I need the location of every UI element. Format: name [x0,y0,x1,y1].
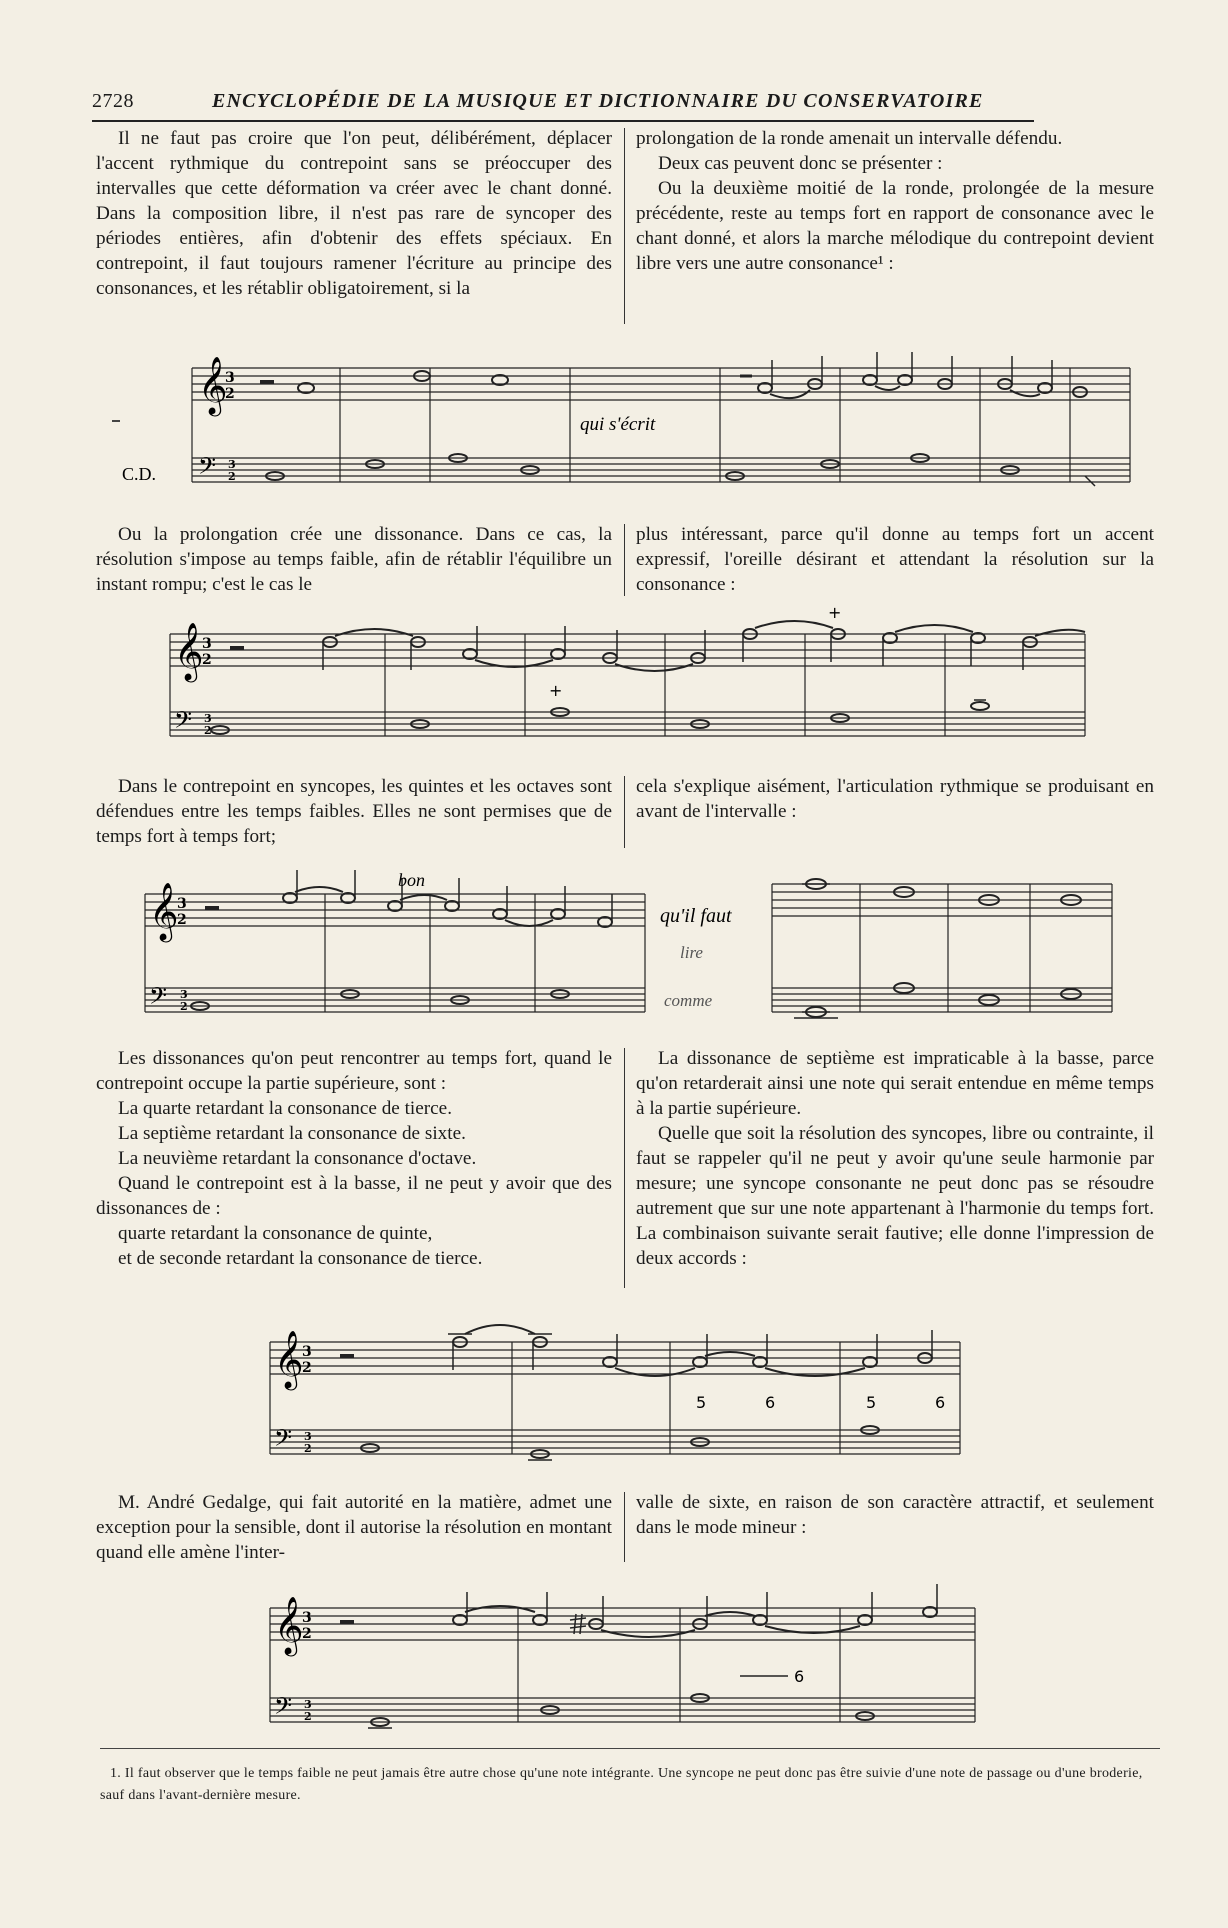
block3-right [636,774,1154,824]
footnote [100,1748,1160,1807]
svg-text:2: 2 [202,652,212,668]
block4-right-p2: Quelle que soit la résolution des syncopes, libre ou contrainte, il faut se rappeler qu'il ne peut y avoir qu'une seule harmonie par mesure; une syncope consonante ne peut donc pas se résoudre autrement que sur une note appartenant à l'harmonie du temps fort. La combinaison suivante serait fautive; elle donne l'impression de deux accords : [636,1123,1154,1269]
figure-6a: 6 [765,1393,776,1412]
svg-text:3: 3 [304,1430,312,1443]
block4-left-l5: et de seconde retardant la consonance de tierce. [118,1248,483,1269]
svg-text:2: 2 [228,470,236,483]
block2-left [96,522,612,597]
block4-left-p2: Quand le contrepoint est à la basse, il ne peut y avoir que des dissonances de : [96,1173,612,1219]
score-example-4 [260,1306,980,1466]
block1-left [96,126,612,301]
svg-text:2: 2 [304,1442,312,1455]
svg-text:𝄢: 𝄢 [274,1424,293,1457]
block3-left-paragraph: Dans le contrepoint en syncopes, les quintes et les octaves sont défendues entre les temps faibles. Elles ne sont permises que de temps fort à temps fort; [96,776,612,847]
block2-right-paragraph: plus intéressant, parce qu'il donne au temps fort un accent expressif, l'oreille désirant et attendant la résolution sur la consonance : [636,524,1154,595]
svg-text:3: 3 [177,896,187,912]
block4-left-l2: La septième retardant la consonance de sixte. [118,1123,466,1144]
svg-text:2: 2 [304,1710,312,1723]
cross-mark-2: + [828,604,842,622]
annotation-qui-secrit: qui s'écrit [580,414,656,435]
block1-right-p1: prolongation de la ronde amenait un intervalle défendu. [636,128,1063,149]
svg-text:𝄞: 𝄞 [149,882,179,940]
footnote-text: 1. Il faut observer que le temps faible ne peut jamais être autre chose qu'une note intégrante. Une syncope ne peut donc pas être suivie d'une note de passage ou d'une broderie, sauf dans l'avant-dernière mesure. [100,1766,1143,1803]
svg-text:3: 3 [302,1344,312,1360]
block2-left-paragraph: Ou la prolongation crée une dissonance. Dans ce cas, la résolution s'impose au temps faible, afin de rétablir l'équilibre un instant rompu; c'est le cas le [96,524,612,595]
svg-text:𝄢: 𝄢 [174,706,193,739]
svg-text:3: 3 [180,988,188,1001]
svg-text:2: 2 [302,1360,312,1376]
svg-text:2: 2 [225,386,235,402]
block3-right-paragraph: cela s'explique aisément, l'articulation rythmique se produisant en avant de l'intervalle : [636,776,1154,822]
block1-right-p3: Ou la deuxième moitié de la ronde, prolongée de la mesure précédente, reste au temps fort en rapport de consonance avec le chant donné, et alors la marche mélodique du contrepoint devient libre vers une autre consonance¹ : [636,178,1154,274]
staff-label-cd: C.D. [122,464,157,484]
svg-text:𝄞: 𝄞 [198,356,228,414]
figure-5b: 5 [866,1393,877,1412]
figure-5a: 5 [696,1393,707,1412]
svg-text:𝄞: 𝄞 [174,622,204,680]
block2-right [636,522,1154,597]
svg-text:𝄞: 𝄞 [274,1330,304,1388]
score-example-2 [160,604,1100,754]
svg-text:𝄢: 𝄢 [149,982,168,1015]
svg-text:𝄢: 𝄢 [198,452,217,485]
label-comme: comme [664,991,713,1010]
score-example-3 [140,862,1120,1022]
label-bon: bon [398,870,425,890]
page-header [92,86,1034,122]
column-rule-4 [624,1048,625,1288]
column-rule-2 [624,524,625,596]
block5-left [96,1490,612,1565]
block5-right [636,1490,1154,1540]
block3-left [96,774,612,849]
svg-text:3: 3 [204,712,212,725]
svg-text:2: 2 [204,724,212,737]
block1-right-p2: Deux cas peuvent donc se présenter : [658,153,943,174]
svg-text:2: 2 [177,912,187,928]
block4-left-l3: La neuvième retardant la consonance d'octave. [118,1148,477,1169]
page-number: 2728 [92,90,134,112]
column-rule-1 [624,128,625,324]
label-quil-faut: qu'il faut [660,905,732,927]
svg-text:3: 3 [302,1610,312,1626]
figure-6: 6 [794,1667,805,1686]
score-example-5 [260,1572,990,1732]
column-rule-3 [624,776,625,848]
running-title: ENCYCLOPÉDIE DE LA MUSIQUE ET DICTIONNAIRE DU CONSERVATOIRE [212,90,984,112]
column-rule-5 [624,1492,625,1562]
svg-text:𝄞: 𝄞 [274,1596,304,1654]
block4-right-p1: La dissonance de septième est impraticable à la basse, parce qu'on retarderait ainsi une note qui serait entendue en même temps à la partie supérieure. [636,1048,1154,1119]
block4-left-l1: La quarte retardant la consonance de tierce. [118,1098,452,1119]
block4-right [636,1046,1154,1271]
svg-text:2: 2 [302,1626,312,1642]
svg-text:3: 3 [304,1698,312,1711]
score-example-1 [110,346,1140,496]
svg-text:𝄢: 𝄢 [274,1692,293,1725]
block1-right [636,126,1154,276]
block5-left-paragraph: M. André Gedalge, qui fait autorité en la matière, admet une exception pour la sensible, dont il autorise la résolution en montant quand elle amène l'inter- [96,1492,612,1563]
svg-text:3: 3 [202,636,212,652]
figure-6b: 6 [935,1393,946,1412]
cross-mark-1: + [549,681,563,700]
block4-left [96,1046,612,1271]
block1-left-paragraph: Il ne faut pas croire que l'on peut, délibérément, déplacer l'accent rythmique du contrepoint sans se préoccuper des intervalles que cette déformation va créer avec le chant donné. Dans la composition libre, il n'est pas rare de syncoper des périodes entières, afin d'obtenir des effets spéciaux. En contrepoint, il faut toujours ramener l'écriture au principe des consonances, et les rétablir obligatoirement, si la [96,128,612,299]
block4-left-p1: Les dissonances qu'on peut rencontrer au temps fort, quand le contrepoint occupe la partie supérieure, sont : [96,1048,612,1094]
svg-text:3: 3 [225,370,235,386]
block4-left-l4: quarte retardant la consonance de quinte, [118,1223,433,1244]
svg-text:2: 2 [180,1000,188,1013]
label-lire: lire [680,943,703,962]
block5-right-paragraph: valle de sixte, en raison de son caractère attractif, et seulement dans le mode mineur : [636,1492,1154,1538]
svg-text:3: 3 [228,458,236,471]
